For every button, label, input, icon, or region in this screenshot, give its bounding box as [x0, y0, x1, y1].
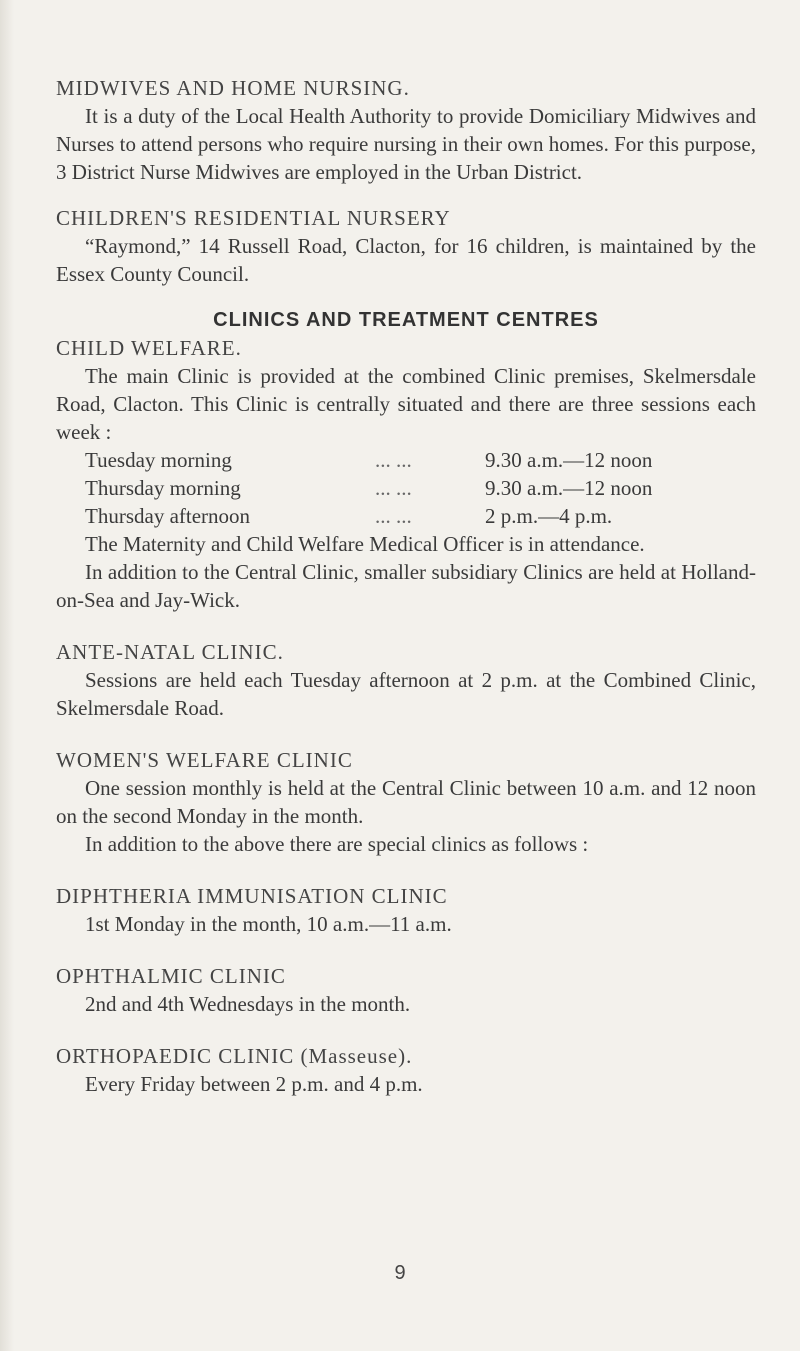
session-schedule — [56, 446, 756, 530]
special-clinics-intro: In addition to the above there are special clinics as follows : — [85, 832, 589, 856]
session-day: Tuesday morning — [85, 448, 232, 472]
midwives-heading: MIDWIVES AND HOME NURSING. — [56, 76, 410, 100]
clinics-heading: CLINICS AND TREATMENT CENTRES — [213, 309, 599, 331]
ante-natal-heading: ANTE-NATAL CLINIC. — [56, 640, 284, 664]
orthopaedic-heading: ORTHOPAEDIC CLINIC (Masseuse). — [56, 1044, 413, 1068]
diphtheria-text: 1st Monday in the month, 10 a.m.—11 a.m. — [85, 912, 452, 936]
child-welfare-officer: The Maternity and Child Welfare Medical Officer is in attendance. — [85, 532, 645, 556]
page-edge-shadow — [0, 0, 14, 1351]
womens-welfare-heading: WOMEN'S WELFARE CLINIC — [56, 748, 353, 772]
child-welfare-text: The main Clinic is provided at the combined Clinic premises, Skelmersdale Road, Clacton. This Clinic is centrally situated and there are three sessions each week : — [56, 364, 756, 444]
nursery-text: “Raymond,” 14 Russell Road, Clacton, for 16 children, is maintained by the Essex County Council. — [56, 234, 756, 286]
orthopaedic-text: Every Friday between 2 p.m. and 4 p.m. — [85, 1072, 423, 1096]
child-welfare-subsidiary: In addition to the Central Clinic, smaller subsidiary Clinics are held at Holland-on-Sea and Jay-Wick. — [56, 560, 756, 612]
session-row — [85, 474, 756, 502]
session-row — [85, 502, 756, 530]
session-dots: ... ... — [375, 504, 412, 528]
session-dots: ... ... — [375, 476, 412, 500]
session-time: 9.30 a.m.—12 noon — [485, 476, 653, 500]
session-day: Thursday afternoon — [85, 504, 251, 528]
ophthalmic-text: 2nd and 4th Wednesdays in the month. — [85, 992, 411, 1016]
nursery-heading: CHILDREN'S RESIDENTIAL NURSERY — [56, 206, 451, 230]
ante-natal-text: Sessions are held each Tuesday afternoon at 2 p.m. at the Combined Clinic, Skelmersdale Road. — [56, 668, 756, 720]
child-welfare-heading: CHILD WELFARE. — [56, 336, 242, 360]
session-time: 2 p.m.—4 p.m. — [485, 504, 613, 528]
womens-welfare-text: One session monthly is held at the Central Clinic between 10 a.m. and 12 noon on the second Monday in the month. — [56, 776, 756, 828]
diphtheria-heading: DIPHTHERIA IMMUNISATION CLINIC — [56, 884, 448, 908]
session-day: Thursday morning — [85, 476, 241, 500]
session-time: 9.30 a.m.—12 noon — [485, 448, 653, 472]
session-dots: ... ... — [375, 448, 412, 472]
page-content — [56, 74, 756, 1098]
session-row — [85, 446, 756, 474]
ophthalmic-heading: OPHTHALMIC CLINIC — [56, 964, 286, 988]
page-number: 9 — [394, 1262, 406, 1284]
midwives-text: It is a duty of the Local Health Authority to provide Domiciliary Midwives and Nurses to attend persons who require nursing in their own homes. For this purpose, 3 District Nurse Midwives are employed in the Urban District. — [56, 104, 756, 184]
